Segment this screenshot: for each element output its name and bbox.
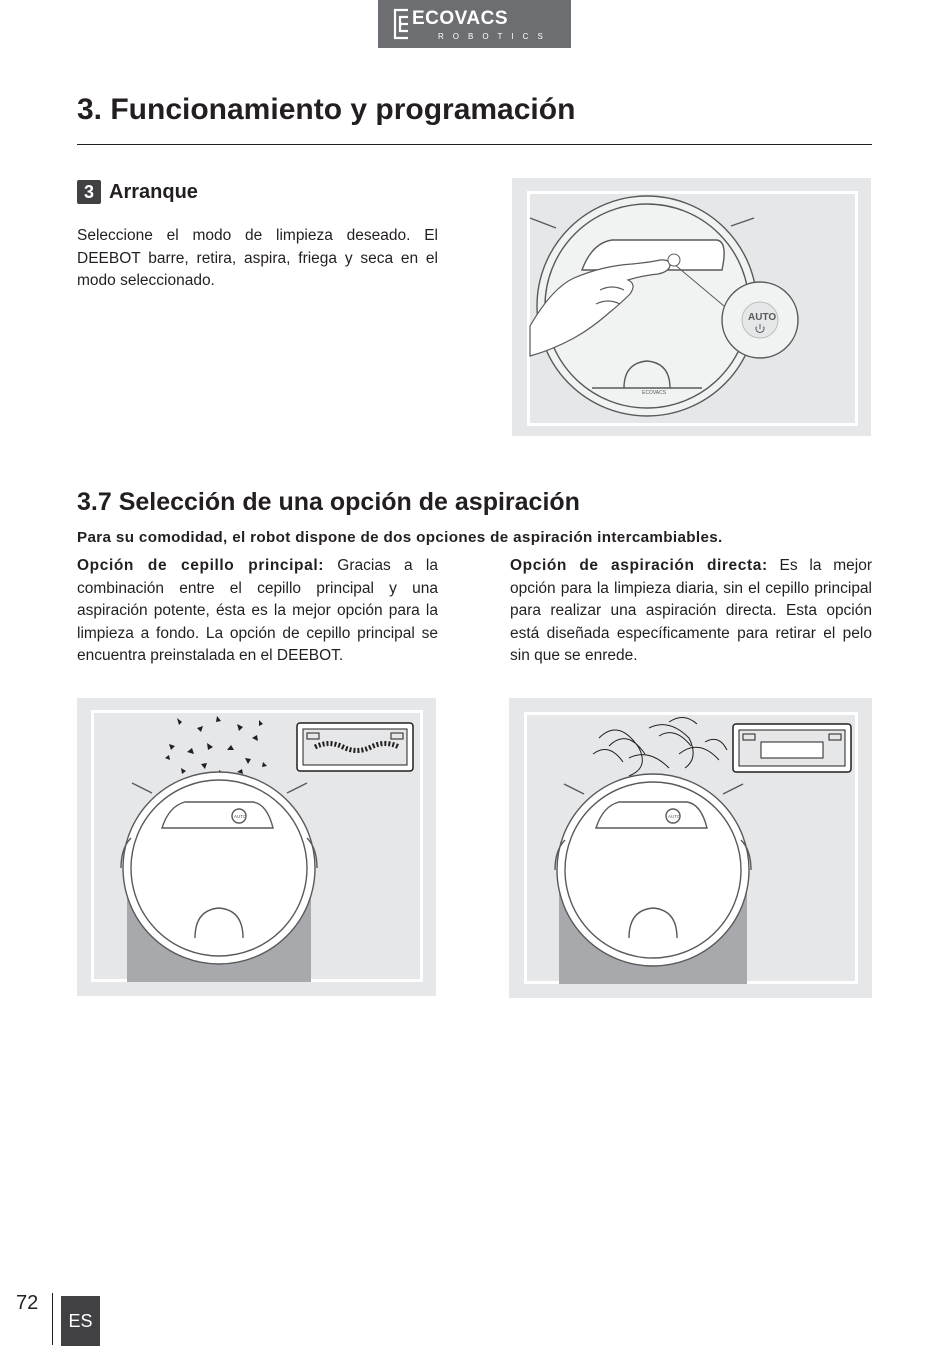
- title-divider: [77, 144, 872, 145]
- step-title: Arranque: [109, 180, 198, 203]
- direct-suction-illustration: [509, 698, 872, 998]
- direct-suction-auto-label: AUTO: [668, 814, 681, 819]
- main-brush-auto-label: AUTO: [234, 814, 247, 819]
- option-main-brush-body: Gracias a la combinación entre el cepillo principal y una aspiración potente, ésta es la mejor opción para la limpieza a fondo. La opción de cepillo principal se encuentra preinstalada en el DEEBOT.: [77, 557, 438, 665]
- footer-divider: [52, 1293, 53, 1345]
- brand-name: ECOVACS: [412, 8, 509, 29]
- brand-logo: [378, 0, 571, 48]
- page-number: 72: [16, 1292, 39, 1314]
- option-main-brush-text: [77, 555, 438, 668]
- step-description: Seleccione el modo de limpieza deseado. El DEEBOT barre, retira, aspira, friega y seca en el modo seleccionado.: [77, 227, 438, 290]
- brand-subtitle: ROBOTICS: [438, 32, 552, 41]
- auto-button-label: AUTO: [748, 312, 777, 323]
- section-title: 3.7 Selección de una opción de aspiración: [77, 488, 580, 516]
- step-number-badge: 3: [77, 180, 101, 204]
- option-direct-suction-text: [510, 555, 872, 668]
- step-heading: [77, 180, 198, 204]
- page-title: 3. Funcionamiento y programación: [77, 93, 576, 126]
- start-illustration: [512, 178, 871, 436]
- language-tab: ES: [61, 1296, 100, 1346]
- section-lead: Para su comodidad, el robot dispone de dos opciones de aspiración intercambiables.: [77, 529, 723, 546]
- option-direct-suction-label: Opción de aspiración directa:: [510, 557, 768, 574]
- option-main-brush-label: Opción de cepillo principal:: [77, 557, 325, 574]
- svg-text:ECOVACS: ECOVACS: [642, 390, 667, 396]
- option-direct-suction-body: Es la mejor opción para la limpieza diaria, sin el cepillo principal para realizar una aspiración directa. Esta opción está diseñada específicamente para retirar el pelo sin que se enrede.: [510, 557, 872, 665]
- main-brush-illustration: [77, 698, 436, 996]
